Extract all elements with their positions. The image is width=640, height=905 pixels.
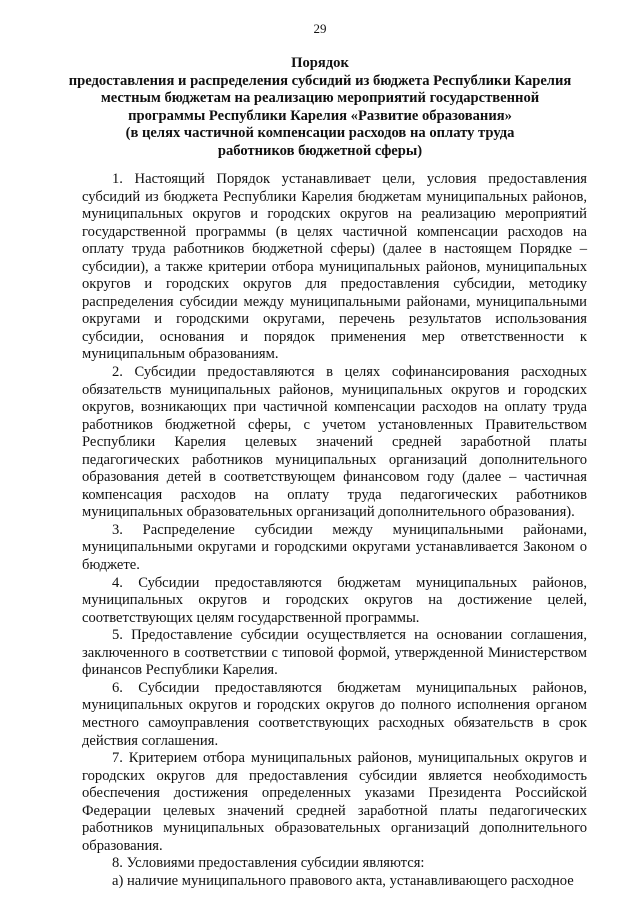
title-line: предоставления и распределения субсидий из бюджета Республики Карелия: [68, 72, 572, 89]
document-title: [60, 55, 580, 160]
paragraph-1: 1. Настоящий Порядок устанавливает цели, условия предоставления субсидий из бюджета Республики Карелия бюджетам муниципальных районов, муниципальных округов и городских округов на реализацию мероприятий государственной программы (в целях частичной компенсации расходов на оплату труда работников бюджетной сферы) (далее в настоящем Порядке – субсидии), а также критерии отбора муниципальных районов, муниципальных округов и городских округов для предоставления субсидии, методику распределения субсидии между муниципальными районами, муниципальными округами и городскими округами, перечень результатов использования субсидии, основания и порядок применения мер ответственности к муниципальным образованиям.: [82, 171, 587, 363]
paragraph-2: 2. Субсидии предоставляются в целях софинансирования расходных обязательств муниципальных районов, муниципальных округов и городских округов, возникающих при частичной компенсации расходов на оплату труда работников бюджетной сферы, с учетом установленных Правительством Республики Карелия целевых значений средней заработной платы педагогических работников муниципальных организаций дополнительного образования детей в соответствующем финансовом году (далее – частичная компенсация расходов на оплату труда педагогических работников муниципальных образовательных организаций дополнительного образования).: [82, 364, 587, 521]
paragraph-3: 3. Распределение субсидии между муниципальными районами, муниципальными округами и городскими округами устанавливается Законом о бюджете.: [82, 521, 587, 574]
paragraph-6: 6. Субсидии предоставляются бюджетам муниципальных районов, муниципальных округов и городских округов до полного исполнения органом местного самоуправления соответствующих расходных обязательств в срок действия соглашения.: [82, 679, 587, 749]
paragraph-8a: а) наличие муниципального правового акта, устанавливающего расходное: [112, 872, 574, 889]
page-number: 29: [313, 21, 327, 36]
paragraph-8: 8. Условиями предоставления субсидии являются:: [112, 855, 425, 872]
document-body: [82, 171, 587, 890]
title-line: работников бюджетной сферы): [217, 142, 423, 159]
paragraph-7: 7. Критерием отбора муниципальных районов, муниципальных округов и городских округов для предоставления субсидии является необходимость обеспечения достижения определенных указами Президента Российской Федерации целевых значений средней заработной платы педагогических работников муниципальных образовательных организаций дополнительного образования.: [82, 750, 587, 854]
title-line: местным бюджетам на реализацию мероприятий государственной: [100, 90, 540, 106]
title-line: (в целях частичной компенсации расходов на оплату труда: [125, 125, 515, 141]
paragraph-4: 4. Субсидии предоставляются бюджетам муниципальных районов, муниципальных округов и городских округов на достижение целей, соответствующих целям государственной программы.: [82, 574, 587, 626]
title-line: Порядок: [291, 55, 349, 71]
paragraph-5: 5. Предоставление субсидии осуществляется на основании соглашения, заключенного в соответствии с типовой формой, утвержденной Министерством финансов Республики Карелия.: [82, 627, 587, 679]
title-line: программы Республики Карелия «Развитие образования»: [128, 107, 512, 124]
